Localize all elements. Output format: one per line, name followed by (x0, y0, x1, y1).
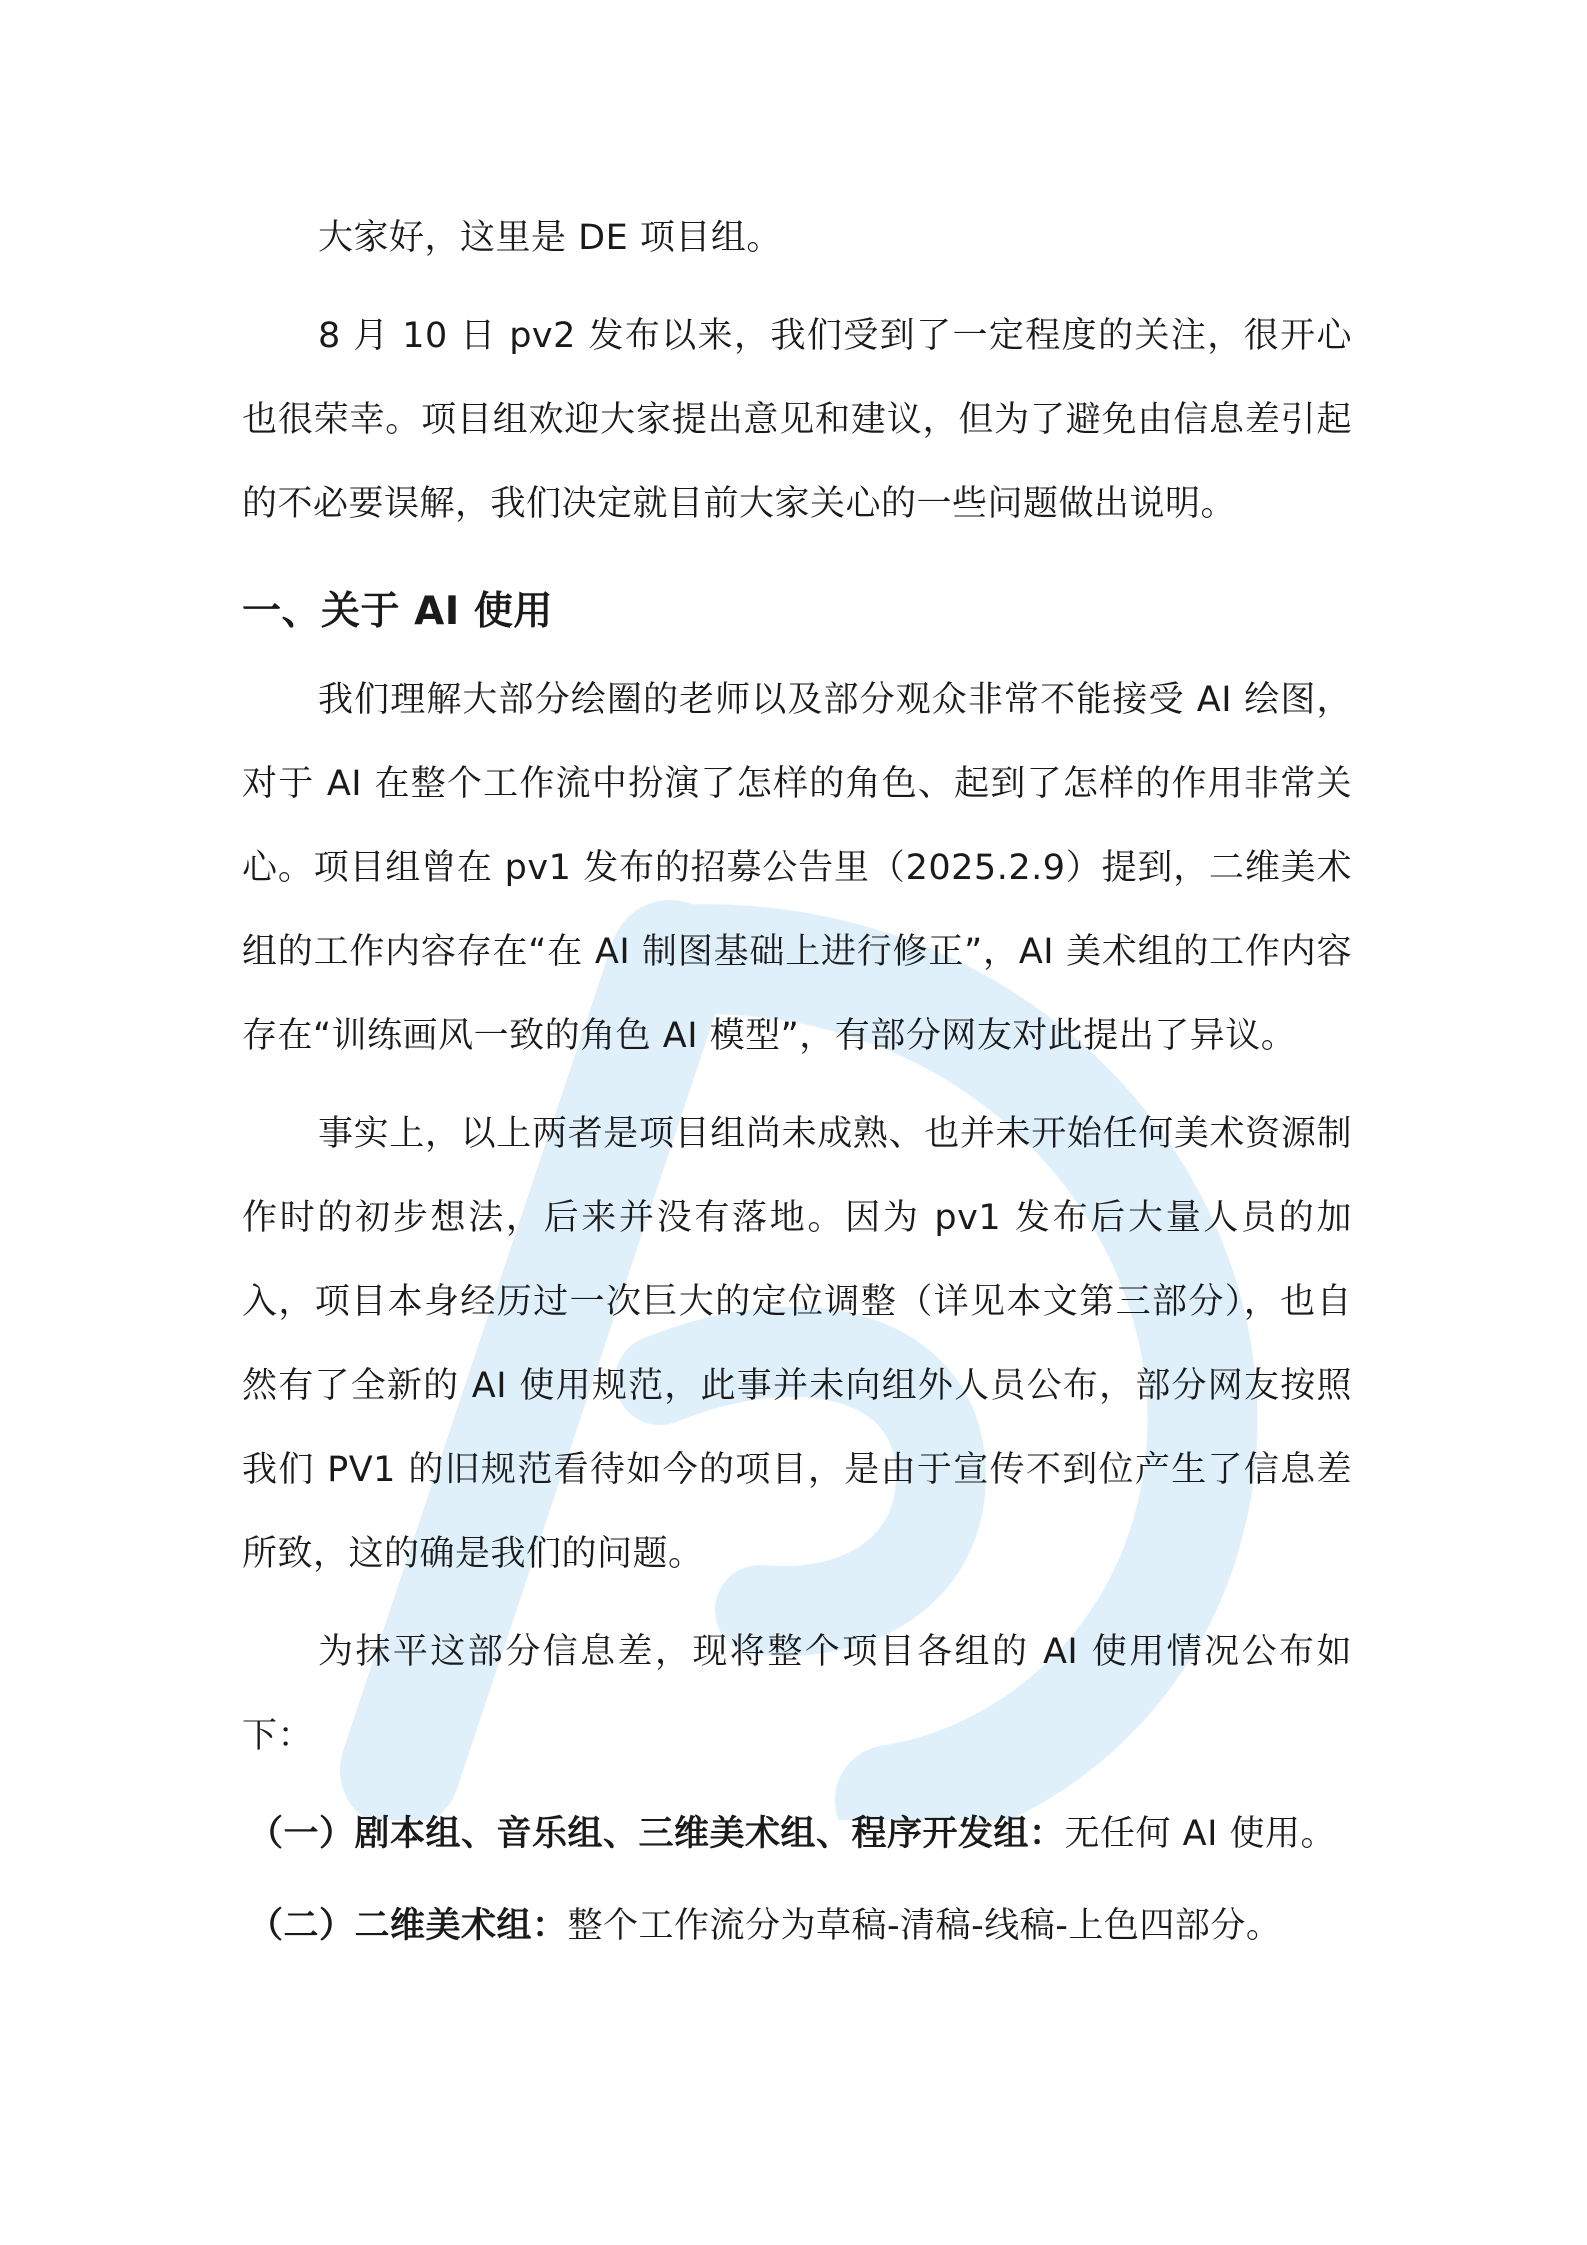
list-item-label: （一）剧本组、音乐组、三维美术组、程序开发组： (248, 1814, 1065, 1854)
list-item-label: （二）二维美术组： (248, 1906, 568, 1946)
list-item-no-ai-groups (248, 1792, 1352, 1876)
ai-understanding-paragraph: 我们理解大部分绘圈的老师以及部分观众非常不能接受 AI 绘图，对于 AI 在整个工作流中扮演了怎样的角色、起到了怎样的作用非常关心。项目组曾在 pv1 发布的招募公告里（2025.2.9）提到，二维美术组的工作内容存在“在 AI 制图基础上进行修正”，AI 美术组的工作内容存在“训练画风一致的角色 AI 模型”，有部分网友对此提出了异议。 (242, 680, 1352, 1056)
intro-paragraph: 8 月 10 日 pv2 发布以来，我们受到了一定程度的关注，很开心也很荣幸。项目组欢迎大家提出意见和建议，但为了避免由信息差引起的不必要误解，我们决定就目前大家关心的一些问题做出说明。 (242, 316, 1352, 524)
ai-clarification-paragraph: 事实上，以上两者是项目组尚未成熟、也并未开始任何美术资源制作时的初步想法，后来并没有落地。因为 pv1 发布后大量人员的加入，项目本身经历过一次巨大的定位调整（详见本文第三部分），也自然有了全新的 AI 使用规范，此事并未向组外人员公布，部分网友按照我们 PV1 的旧规范看待如今的项目，是由于宣传不到位产生了信息差所致，这的确是我们的问题。 (242, 1114, 1352, 1574)
section-heading-ai-usage: 一、关于 AI 使用 (242, 589, 553, 634)
ai-disclosure-intro-paragraph: 为抹平这部分信息差，现将整个项目各组的 AI 使用情况公布如下： (242, 1632, 1352, 1756)
list-item-text: 无任何 AI 使用。 (1064, 1814, 1337, 1854)
greeting-paragraph: 大家好，这里是 DE 项目组。 (318, 218, 782, 258)
list-item-2d-art-group (248, 1884, 1352, 1968)
list-item-text: 整个工作流分为草稿-清稿-线稿-上色四部分。 (567, 1906, 1282, 1946)
document-body (242, 196, 1352, 1968)
